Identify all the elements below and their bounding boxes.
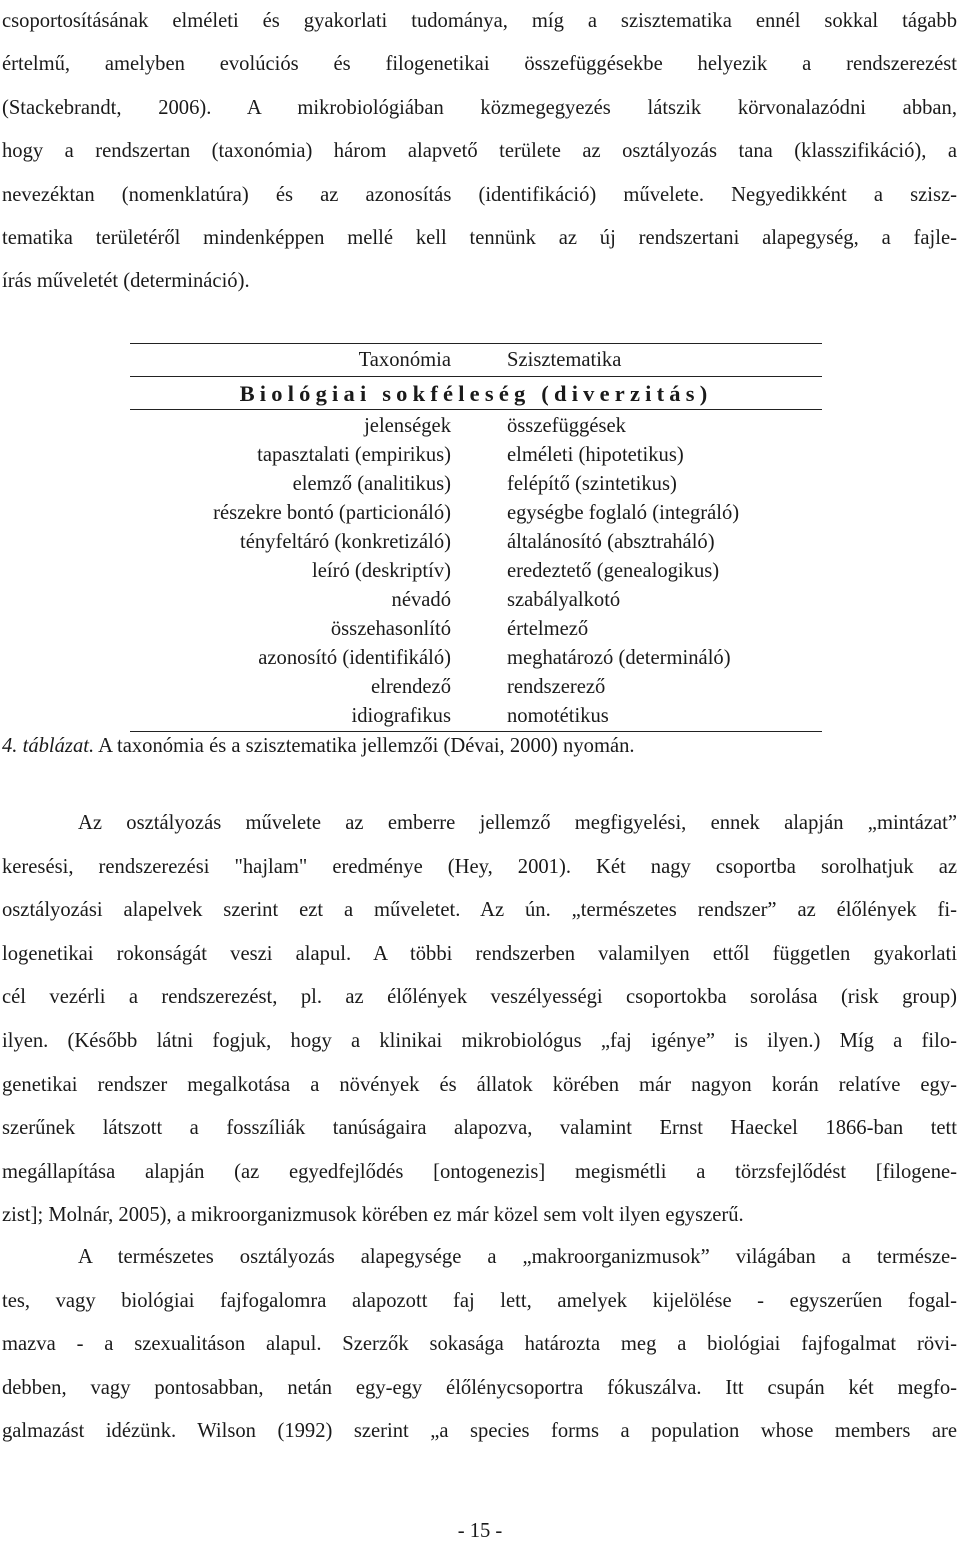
table-header-row [130,345,822,375]
text-line: ilyen. (Később látni fogjuk, hogy a klinikai mikrobiológus „faj igénye” is ilyen.) Míg a filo- [2,1029,957,1052]
text-line: csoportosításának elméleti és gyakorlati tudománya, míg a szisztematika ennél sokkal tágabb [2,10,957,32]
systematics-cell: meghatározó (determináló) [507,647,731,669]
taxonomy-cell: elemző (analitikus) [292,473,451,495]
paragraph-species-concept [2,1236,957,1454]
caption-text: A taxonómia és a szisztematika jellemzői (Dévai, 2000) nyomán. [94,735,635,757]
table-row [130,673,822,702]
text-line: Az osztályozás művelete az emberre jellemző megfigyelési, ennek alapján „mintázat” [78,812,957,834]
taxonomy-cell: részekre bontó (particionáló) [213,502,451,524]
page-number: - 15 - [457,1520,503,1542]
header-taxonomy: Taxonómia [358,349,451,371]
table-row [130,615,822,644]
taxonomy-cell: tapasztalati (empirikus) [257,444,451,466]
table-row [130,528,822,557]
text-line: tes, vagy biológiai fajfogalomra alapozott faj lett, amelyek kijelölése - egyszerűen fogal- [2,1289,957,1312]
text-line: írás műveletét (determináció). [2,270,250,293]
taxonomy-cell: leíró (deskriptív) [312,560,451,582]
table-row [130,441,822,470]
table-header-rule [130,376,822,377]
systematics-cell: szabályalkotó [507,589,621,611]
caption-label: 4. táblázat. [2,735,95,757]
table-row [130,412,822,441]
paragraph-taxonomy-intro [2,0,957,304]
table-row [130,644,822,673]
systematics-cell: értelmező [507,618,589,640]
text-line: nevezéktan (nomenklatúra) és az azonosítás (identifikáció) művelete. Negyedikként a szisz- [2,183,957,206]
text-line: szerűnek látszott a fosszíliák tanúságaira alapozva, valamint Ernst Haeckel 1866-ban tett [2,1117,957,1140]
text-line: keresési, rendszerezési "hajlam" eredménye (Hey, 2001). Két nagy csoportba sorolhatjuk az [2,855,957,878]
header-systematics: Szisztematika [507,349,622,371]
paragraph-classification [2,802,957,1238]
systematics-cell: nomotétikus [507,705,609,727]
systematics-cell: egységbe foglaló (integráló) [507,502,740,524]
text-line: debben, vagy pontosabban, netán egy-egy élőlénycsoportra fókuszálva. Itt csupán két megfo- [2,1376,957,1399]
text-line: genetikai rendszer megalkotása a növények és állatok körében már nagyon korán relatíve egy- [2,1073,957,1096]
text-line: cél vezérli a rendszerezést, pl. az élőlények veszélyességi csoportokba sorolása (risk group) [2,986,957,1009]
table-title-rule [130,409,822,410]
table-row [130,586,822,615]
systematics-cell: rendszerező [507,676,606,698]
text-line: osztályozási alapelvek szerint ezt a műveletet. Az ún. „természetes rendszer” az élőlények fi- [2,899,957,922]
table-row [130,470,822,499]
taxonomy-cell: összehasonlító [330,618,451,640]
systematics-cell: általánosító (absztraháló) [507,531,715,553]
table-spanning-title: Biológiai sokféleség (diverzitás) [239,381,713,406]
systematics-cell: eredeztető (genealogikus) [507,560,720,582]
table-top-rule [130,343,822,344]
text-line: értelmű, amelyben evolúciós és filogenetikai összefüggésekbe helyezik a rendszerezést [2,53,957,76]
taxonomy-cell: névadó [391,589,451,611]
text-line: galmazást idézünk. Wilson (1992) szerint „a species forms a population whose members are [2,1420,957,1443]
systematics-cell: elméleti (hipotetikus) [507,444,684,466]
text-line: tematika területéről mindenképpen mellé kell tennünk az új rendszertani alapegység, a fajle- [2,226,957,249]
text-line: logenetikai rokonságát veszi alapul. A többi rendszerben valamilyen ettől független gyakorlati [2,942,957,965]
systematics-cell: összefüggések [507,415,626,437]
table-row [130,499,822,528]
table-row [130,702,822,731]
text-line: zist]; Molnár, 2005), a mikroorganizmusok körében ez már közel sem volt ilyen egyszerű. [2,1204,744,1227]
taxonomy-cell: elrendező [370,676,451,698]
text-line: (Stackebrandt, 2006). A mikrobiológiában közmegegyezés látszik körvonalazódni abban, [2,96,957,119]
text-line: megállapítása alapján (az egyedfejlődés [ontogenezis] megismétli a törzsfejlődést [filogene- [2,1160,957,1183]
text-line: mazva - a szexualitáson alapul. Szerzők sokasága határozta meg a biológiai fajfogalmat rövi- [2,1333,957,1356]
text-line: A természetes osztályozás alapegysége a „makroorganizmusok” világában a természe- [78,1246,957,1268]
taxonomy-cell: tényfeltáró (konkretizáló) [240,531,451,553]
systematics-cell: felépítő (szintetikus) [507,473,677,495]
text-line: hogy a rendszertan (taxonómia) három alapvető területe az osztályozás tana (klasszifikáció), a [2,140,957,163]
table-row [130,557,822,586]
taxonomy-cell: azonosító (identifikáló) [258,647,451,669]
table-caption [2,731,635,761]
taxonomy-cell: jelenségek [364,415,451,437]
taxonomy-cell: idiografikus [351,705,451,727]
